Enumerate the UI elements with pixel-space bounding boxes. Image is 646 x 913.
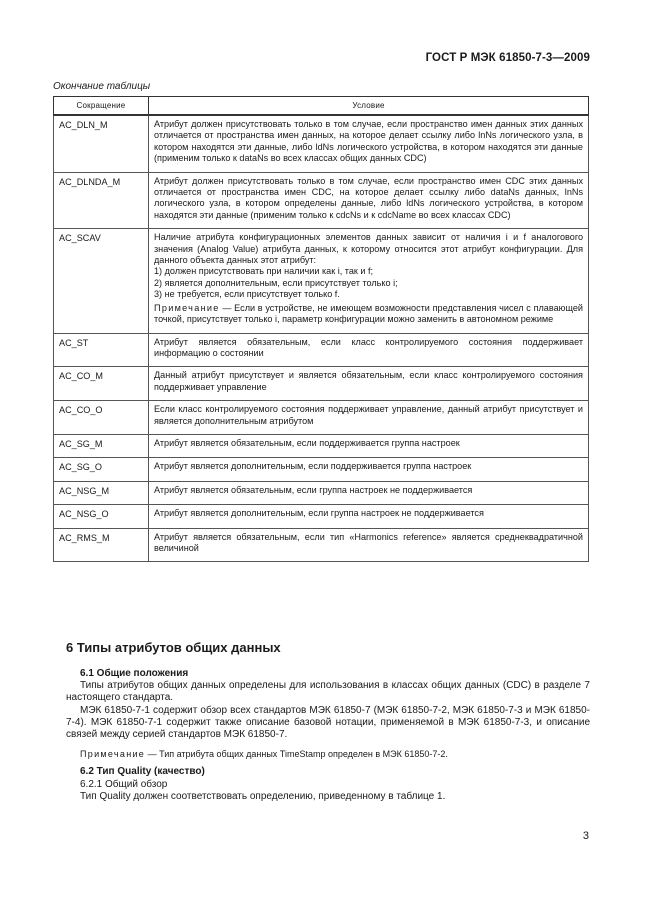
paragraph: Тип Quality должен соответствовать определению, приведенному в таблице 1. bbox=[80, 790, 446, 802]
table-row bbox=[54, 115, 589, 172]
section-6-1-title: 6.1 Общие положения bbox=[80, 668, 189, 679]
condition-text: Если класс контролируемого состояния поддерживает управление, данный атрибут присутствует и является дополнительным атрибутом bbox=[154, 404, 583, 426]
condition-item: 1) должен присутствовать при наличии как i, так и f; bbox=[154, 266, 374, 277]
section-6-2-1-title: 6.2.1 Общий обзор bbox=[80, 778, 168, 790]
note-text: — Тип атрибута общих данных TimeStamp определен в МЭК 61850-7-2. bbox=[145, 749, 448, 760]
note-paragraph bbox=[66, 748, 590, 760]
column-header-condition: Условие bbox=[149, 97, 589, 116]
row-abbreviation: AC_NSG_M bbox=[54, 481, 149, 504]
conditions-table bbox=[53, 96, 589, 562]
page-number: 3 bbox=[582, 830, 589, 842]
table-row bbox=[54, 481, 589, 504]
section-6-body bbox=[66, 667, 590, 803]
row-abbreviation: AC_SCAV bbox=[54, 229, 149, 333]
paragraph: МЭК 61850-7-1 содержит обзор всех стандартов МЭК 61850-7 (МЭК 61850-7-2, МЭК 61850-7-3 и МЭК 61850-7-4). МЭК 61850-7-1 содержит также описание базовой нотации, применяемой в МЭК 61850-7-3, и описание связей между серией стандартов МЭК 61850-7. bbox=[66, 704, 590, 741]
condition-text: Атрибут является дополнительным, если группа настроек не поддерживается bbox=[154, 508, 484, 519]
column-header-abbreviation: Сокращение bbox=[54, 97, 149, 116]
condition-text: Атрибут является обязательным, если поддерживается группа настроек bbox=[154, 437, 460, 448]
row-abbreviation: AC_CO_M bbox=[54, 367, 149, 401]
paragraph: Типы атрибутов общих данных определены для использования в классах общих данных (CDC) в разделе 7 настоящего стандарта. bbox=[66, 680, 590, 704]
condition-item: 2) является дополнительным, если присутствует только i; bbox=[154, 277, 398, 288]
row-abbreviation: AC_DLNDA_M bbox=[54, 172, 149, 229]
condition-text: Атрибут является дополнительным, если поддерживается группа настроек bbox=[154, 461, 472, 472]
row-condition bbox=[149, 229, 589, 333]
condition-item: 3) не требуется, если присутствует только f. bbox=[154, 289, 340, 300]
row-condition bbox=[149, 367, 589, 401]
row-abbreviation: AC_ST bbox=[54, 333, 149, 367]
section-6-2-title: 6.2 Тип Quality (качество) bbox=[80, 766, 205, 778]
section-6-title: 6 Типы атрибутов общих данных bbox=[66, 640, 281, 655]
table-row bbox=[54, 401, 589, 435]
row-condition bbox=[149, 528, 589, 562]
note-label: Примечание bbox=[80, 749, 146, 760]
row-condition bbox=[149, 115, 589, 172]
condition-text: Атрибут является обязательным, если тип «Harmonics reference» является среднеквадратичной величиной bbox=[154, 531, 583, 553]
row-condition bbox=[149, 172, 589, 229]
row-abbreviation: AC_DLN_M bbox=[54, 115, 149, 172]
row-abbreviation: AC_SG_M bbox=[54, 434, 149, 457]
table-row bbox=[54, 229, 589, 333]
row-condition bbox=[149, 481, 589, 504]
table-caption: Окончание таблицы bbox=[53, 81, 151, 92]
table-row bbox=[54, 505, 589, 528]
row-condition bbox=[149, 458, 589, 481]
note-label: Примечание bbox=[154, 302, 220, 313]
condition-text: Атрибут должен присутствовать только в том случае, если пространство имен данных этих данных отличается от пространства имен данных, на которое делает ссылку либо lnNs логического узла, в котором находятся эти данные, либо ldNs логического устройства, в котором находятся эти данные (применим только к dataNs во всех классах общих данных CDC) bbox=[154, 119, 583, 164]
document-header: ГОСТ Р МЭК 61850-7-3—2009 bbox=[425, 52, 590, 64]
row-abbreviation: AC_NSG_O bbox=[54, 505, 149, 528]
condition-note bbox=[154, 303, 583, 326]
condition-text: Наличие атрибута конфигурационных элементов данных зависит от наличия i и f аналогового значения (Analog Value) атрибута данных, к которому относится этот атрибут конфигурации. Для данного объекта данных этот атрибут: bbox=[154, 232, 583, 266]
row-abbreviation: AC_CO_O bbox=[54, 401, 149, 435]
table-row bbox=[54, 333, 589, 367]
row-abbreviation: AC_SG_O bbox=[54, 458, 149, 481]
row-abbreviation: AC_RMS_M bbox=[54, 528, 149, 562]
row-condition bbox=[149, 333, 589, 367]
table-header-row bbox=[54, 97, 589, 116]
table-row bbox=[54, 172, 589, 229]
row-condition bbox=[149, 505, 589, 528]
row-condition bbox=[149, 401, 589, 435]
condition-text: Атрибут является обязательным, если группа настроек не поддерживается bbox=[154, 484, 473, 495]
table-row bbox=[54, 458, 589, 481]
table-row bbox=[54, 367, 589, 401]
table-row bbox=[54, 528, 589, 562]
condition-text: Данный атрибут присутствует и является обязательным, если класс контролируемого состояния поддерживает управление bbox=[154, 370, 583, 392]
row-condition bbox=[149, 434, 589, 457]
table-row bbox=[54, 434, 589, 457]
note-text: — Если в устройстве, не имеющем возможности представления чисел с плавающей точкой, присутствует только i, параметр конфигурации можно заменить в автономном режиме bbox=[154, 302, 583, 325]
condition-text: Атрибут является обязательным, если класс контролируемого состояния поддерживает информацию о состоянии bbox=[154, 336, 583, 358]
condition-text: Атрибут должен присутствовать только в том случае, если пространство имен CDC этих данных отличается от пространства имен CDC, на которое делает ссылку либо dataNs данных, lnNs логического узла, в котором определены данные, либо ldNs логического устройства, в котором находятся эти данные (применим только к cdcNs и к cdcName во всех классах CDC) bbox=[154, 175, 583, 220]
